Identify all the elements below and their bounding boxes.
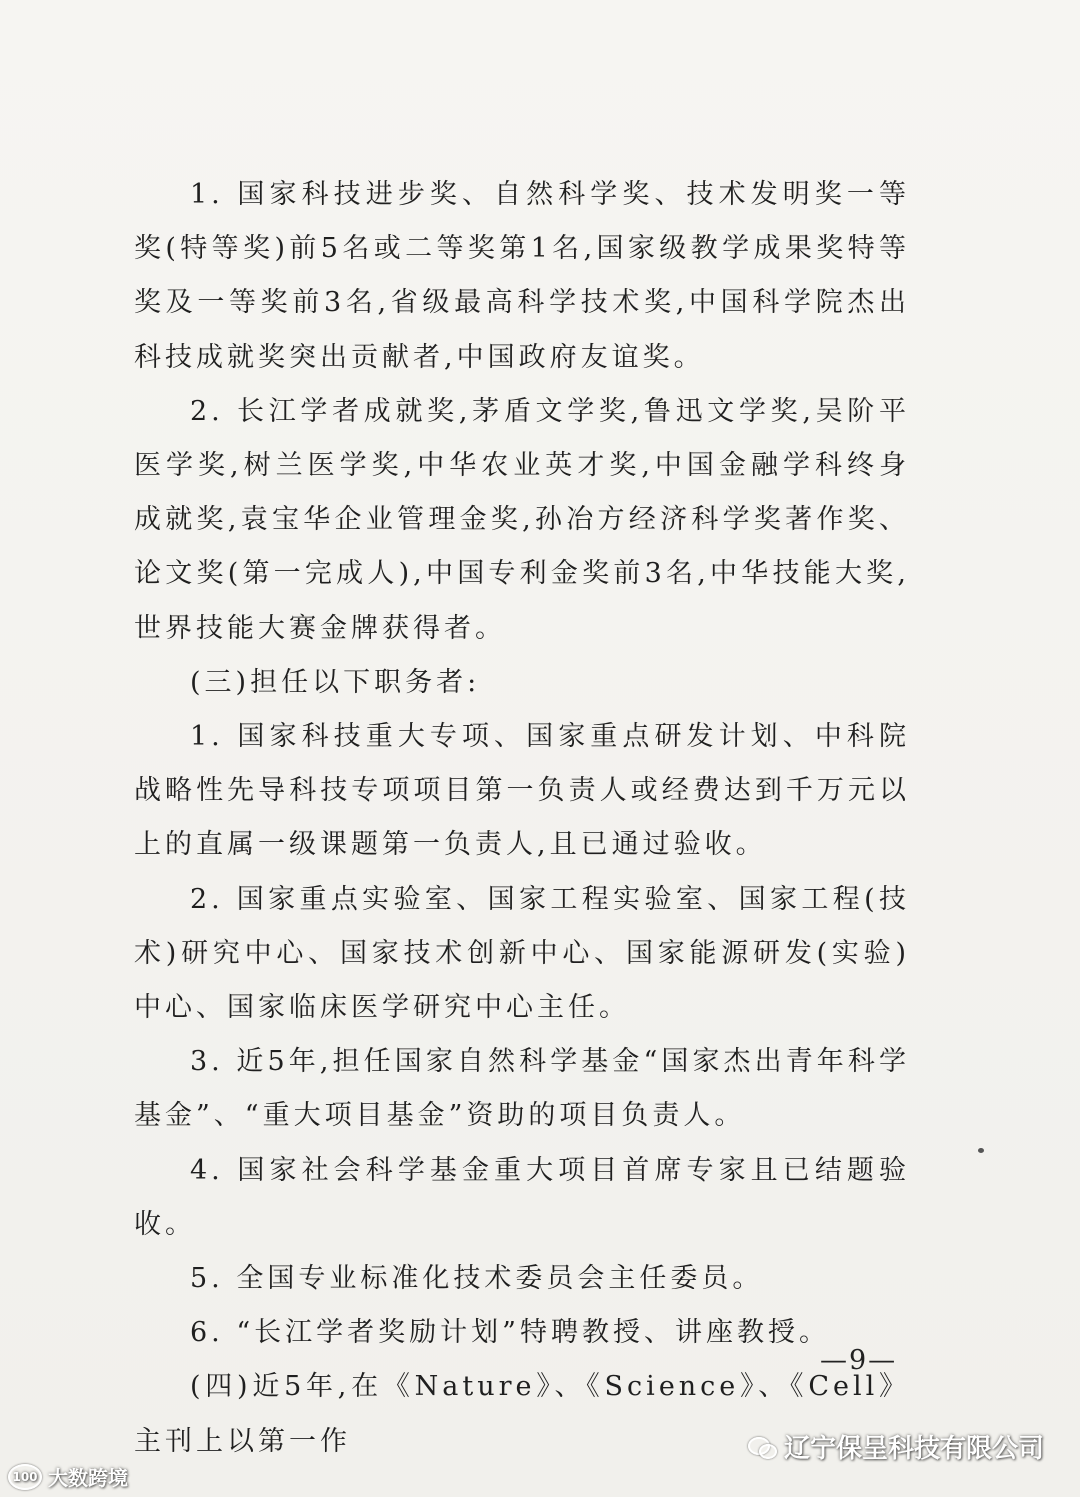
paragraph-3-6: 6. “长江学者奖励计划”特聘教授、讲座教授。 <box>190 1317 830 1349</box>
company-watermark <box>748 1428 1044 1465</box>
paragraph-3-3: 3. 近5年,担任国家自然科学基金“国家杰出青年科学基金”、“重大项目基金”资助的项目负责人。 <box>134 1046 910 1132</box>
platform-watermark <box>8 1462 128 1491</box>
ink-spot <box>978 1148 984 1153</box>
platform-logo-icon: 100 <box>8 1464 42 1490</box>
paragraph-1: 1. 国家科技进步奖、自然科学奖、技术发明奖一等奖(特等奖)前5名或二等奖第1名,国家级教学成果奖特等奖及一等奖前3名,省级最高科学技术奖,中国科学院杰出科技成就奖突出贡献者,中国政府友谊奖。 <box>134 179 910 373</box>
paragraph-3-4: 4. 国家社会科学基金重大项目首席专家且已结题验收。 <box>134 1154 910 1240</box>
paragraph-2: 2. 长江学者成就奖,茅盾文学奖,鲁迅文学奖,吴阶平医学奖,树兰医学奖,中华农业英才奖,中国金融学科终身成就奖,袁宝华企业管理金奖,孙冶方经济科学奖著作奖、论文奖(第一完成人),中国专利金奖前3名,中华技能大奖,世界技能大赛金牌获得者。 <box>134 395 910 644</box>
paragraph-3-2: 2. 国家重点实验室、国家工程实验室、国家工程(技术)研究中心、国家技术创新中心、国家能源研发(实验)中心、国家临床医学研究中心主任。 <box>134 883 910 1024</box>
section-heading-3: (三)担任以下职务者: <box>190 666 481 698</box>
document-body <box>134 168 910 1469</box>
company-watermark-text: 辽宁保呈科技有限公司 <box>783 1434 1044 1464</box>
page-number: —9— <box>820 1345 898 1376</box>
wechat-icon <box>748 1435 776 1459</box>
paragraph-3-5: 5. 全国专业标准化技术委员会主任委员。 <box>190 1263 764 1295</box>
platform-watermark-text: 大数跨境 <box>48 1466 128 1490</box>
paragraph-3-1: 1. 国家科技重大专项、国家重点研发计划、中科院战略性先导科技专项项目第一负责人或经费达到千万元以上的直属一级课题第一负责人,且已通过验收。 <box>134 721 910 861</box>
section-heading-4: (四)近5年,在《Nature》、《Science》、《Cell》主刊上以第一作 <box>134 1371 910 1457</box>
